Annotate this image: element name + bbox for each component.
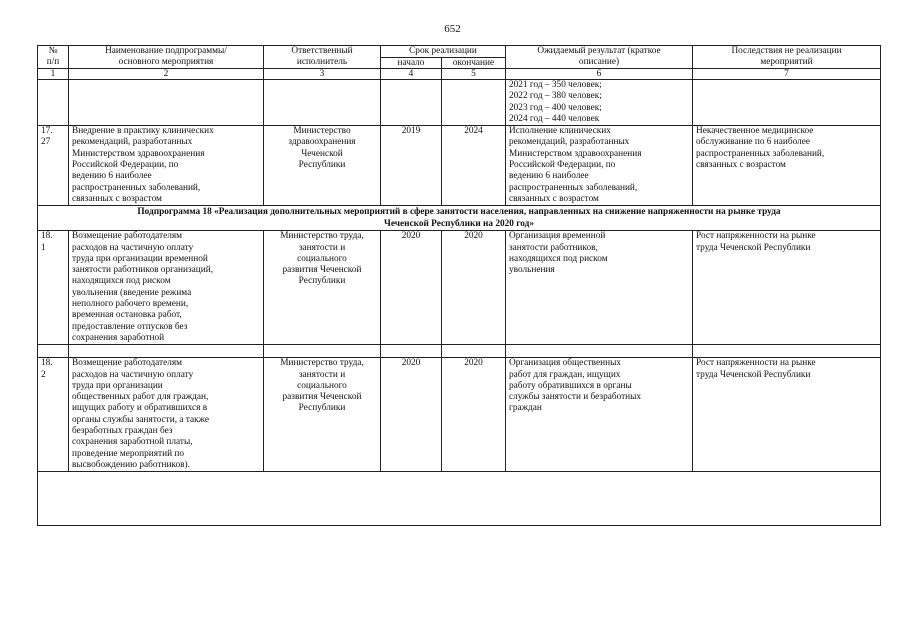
name-line: распространенных заболеваний, — [72, 182, 201, 193]
header-period: Срок реализации — [381, 46, 506, 58]
executor-line: социального — [297, 380, 347, 391]
consequences-line: Рост напряженности на рынке — [696, 231, 816, 242]
cell-empty — [38, 345, 69, 358]
num-line: 18. — [41, 358, 53, 369]
cell-result — [506, 80, 693, 126]
result-line: Министерством здравоохранения — [509, 148, 642, 159]
table-row-continuation — [38, 80, 881, 126]
cell-result — [506, 358, 693, 472]
name-line: ищущих работу и обратившихся в — [72, 403, 208, 414]
column-number-row — [38, 69, 881, 80]
executor-line: Министерство — [293, 126, 351, 137]
cell-num — [38, 126, 69, 206]
result-line: Исполнение клинических — [509, 126, 611, 137]
cell-consequences — [693, 231, 881, 345]
executor-line: Чеченской — [301, 148, 343, 159]
cell-start — [381, 80, 442, 126]
name-line: труда при организации — [72, 380, 163, 391]
result-line: граждан — [509, 403, 542, 414]
header-num-line: № — [48, 46, 58, 56]
cell-result — [506, 126, 693, 206]
header-consequences — [693, 46, 881, 69]
table-row-18-1 — [38, 231, 881, 345]
executor-line: развития Чеченской — [282, 265, 362, 276]
num-line: 27 — [41, 137, 51, 148]
cell-consequences — [693, 358, 881, 472]
cell-start: 2019 — [381, 126, 442, 206]
subprogram-row — [38, 206, 881, 231]
cell-num — [38, 358, 69, 472]
name-line: сохранения заработной — [72, 332, 165, 343]
name-line: расходов на частичную оплату — [72, 242, 194, 253]
cell-empty — [381, 345, 442, 358]
consequences-line: Некачественное медицинское — [696, 126, 814, 137]
cell-name — [69, 358, 264, 472]
executor-line: социального — [297, 253, 347, 264]
name-line: Внедрение в практику клинических — [72, 126, 214, 137]
header-result — [506, 46, 693, 69]
executor-line: Республики — [298, 160, 346, 171]
cell-num — [38, 80, 69, 126]
consequences-line: распространенных заболеваний, — [696, 148, 825, 159]
name-line: сохранения заработной платы, — [72, 437, 193, 448]
name-line: проведение мероприятий по — [72, 448, 185, 459]
result-line: Организация общественных — [509, 358, 621, 369]
executor-line: занятости и — [298, 369, 346, 380]
column-number: 2 — [69, 69, 264, 80]
subprogram-title-line: Подпрограмма 18 «Реализация дополнительных мероприятий в сфере занятости населения, направленных на снижение напряженности на рынке труда — [137, 207, 781, 218]
result-line: работ для граждан, ищущих — [509, 369, 621, 380]
header-name-line: основного мероприятия — [118, 56, 214, 67]
name-line: находящихся под риском — [72, 276, 171, 287]
name-line: увольнения (введение режима — [72, 287, 192, 298]
name-line: неполного рабочего времени, — [72, 299, 189, 310]
consequences-line: Рост напряженности на рынке — [696, 358, 816, 369]
name-line: Министерством здравоохранения — [72, 148, 205, 159]
name-line: временная остановка работ, — [72, 310, 182, 321]
cell-empty — [506, 345, 693, 358]
consequences-line: труда Чеченской Республики — [696, 369, 811, 380]
executor-line: здравоохранения — [288, 137, 356, 148]
name-line: общественных работ для граждан, — [72, 392, 209, 403]
header-num — [38, 46, 69, 69]
result-line: 2023 год – 400 человек; — [509, 102, 602, 113]
header-row — [38, 46, 881, 58]
cell-name — [69, 231, 264, 345]
name-line: высвобождению работников). — [72, 459, 190, 470]
cell-start: 2020 — [381, 358, 442, 472]
cell-empty — [69, 345, 264, 358]
executor-line: Министерство труда, — [280, 231, 364, 242]
num-line: 1 — [41, 242, 46, 253]
column-number: 1 — [38, 69, 69, 80]
executor-line: развития Чеченской — [282, 392, 362, 403]
executor-line: Министерство труда, — [280, 358, 364, 369]
result-line: связанных с возрастом — [509, 193, 599, 204]
name-line: ведению 6 наиболее — [72, 171, 152, 182]
result-line: 2022 год – 380 человек; — [509, 91, 602, 102]
cell-end: 2024 — [442, 126, 506, 206]
result-line: распространенных заболеваний, — [509, 182, 638, 193]
cell-result — [506, 231, 693, 345]
num-line: 2 — [41, 369, 46, 380]
column-number: 3 — [264, 69, 381, 80]
result-line: ведению 6 наиболее — [509, 171, 589, 182]
cell-start: 2020 — [381, 231, 442, 345]
name-line: предоставление отпусков без — [72, 321, 188, 332]
cell-consequences — [693, 80, 881, 126]
num-line: 18. — [41, 231, 53, 242]
name-line: расходов на частичную оплату — [72, 369, 194, 380]
result-line: находящихся под риском — [509, 253, 608, 264]
name-line: органы службы занятости, а также — [72, 414, 210, 425]
consequences-line: обслуживание по 6 наиболее — [696, 137, 811, 148]
result-line: Организация временной — [509, 231, 606, 242]
header-executor — [264, 46, 381, 69]
column-number: 7 — [693, 69, 881, 80]
header-executor-line: Ответственный — [291, 46, 353, 56]
cell-name — [69, 126, 264, 206]
result-line: 2024 год – 440 человек — [509, 113, 600, 124]
table-row-empty — [38, 345, 881, 358]
name-line: Возмещение работодателям — [72, 358, 183, 369]
cell-end: 2020 — [442, 358, 506, 472]
header-end: окончание — [442, 57, 506, 69]
result-line: службы занятости и безработных — [509, 392, 642, 403]
table-row-blank-bottom — [38, 472, 881, 526]
result-line: увольнения — [509, 265, 555, 276]
consequences-line: труда Чеченской Республики — [696, 242, 811, 253]
cell-empty — [693, 345, 881, 358]
column-number: 6 — [506, 69, 693, 80]
cell-end: 2020 — [442, 231, 506, 345]
cell-empty — [442, 345, 506, 358]
consequences-line: связанных с возрастом — [696, 160, 786, 171]
cell-blank — [38, 472, 881, 526]
cell-end — [442, 80, 506, 126]
program-table — [37, 45, 881, 526]
executor-line: Республики — [298, 403, 346, 414]
cell-name — [69, 80, 264, 126]
subprogram-title-line: Чеченской Республики на 2020 год» — [384, 219, 534, 230]
cell-executor — [264, 358, 381, 472]
header-result-line: Ожидаемый результат (краткое — [537, 46, 661, 56]
header-result-line: описание) — [578, 56, 620, 67]
result-line: 2021 год – 350 человек; — [509, 80, 602, 90]
cell-consequences — [693, 126, 881, 206]
name-line: Российской Федерации, по — [72, 160, 179, 171]
name-line: безработных граждан без — [72, 426, 173, 437]
executor-line: занятости и — [298, 242, 346, 253]
name-line: труда при организации временной — [72, 253, 208, 264]
table-row-17-27 — [38, 126, 881, 206]
num-line: 17. — [41, 126, 53, 137]
header-consequences-line: Последствия не реализации — [731, 46, 842, 56]
result-line: работу обратившихся в органы — [509, 380, 632, 391]
header-consequences-line: мероприятий — [760, 56, 813, 67]
header-name-line: Наименование подпрограммы/ — [105, 46, 227, 56]
cell-executor — [264, 80, 381, 126]
name-line: Возмещение работодателям — [72, 231, 183, 242]
cell-empty — [264, 345, 381, 358]
column-number: 4 — [381, 69, 442, 80]
column-number: 5 — [442, 69, 506, 80]
result-line: Российской Федерации, по — [509, 160, 616, 171]
name-line: занятости работников организаций, — [72, 265, 214, 276]
cell-executor — [264, 231, 381, 345]
page-number: 652 — [444, 23, 461, 35]
executor-line: Республики — [298, 276, 346, 287]
cell-executor — [264, 126, 381, 206]
result-line: рекомендаций, разработанных — [509, 137, 630, 148]
header-num-line: п/п — [46, 56, 60, 67]
table-row-18-2 — [38, 358, 881, 472]
header-name — [69, 46, 264, 69]
name-line: связанных с возрастом — [72, 193, 162, 204]
name-line: рекомендаций, разработанных — [72, 137, 193, 148]
header-executor-line: исполнитель — [296, 56, 348, 67]
result-line: занятости работников, — [509, 242, 598, 253]
cell-num — [38, 231, 69, 345]
subprogram-title — [38, 206, 881, 231]
header-start: начало — [381, 57, 442, 69]
